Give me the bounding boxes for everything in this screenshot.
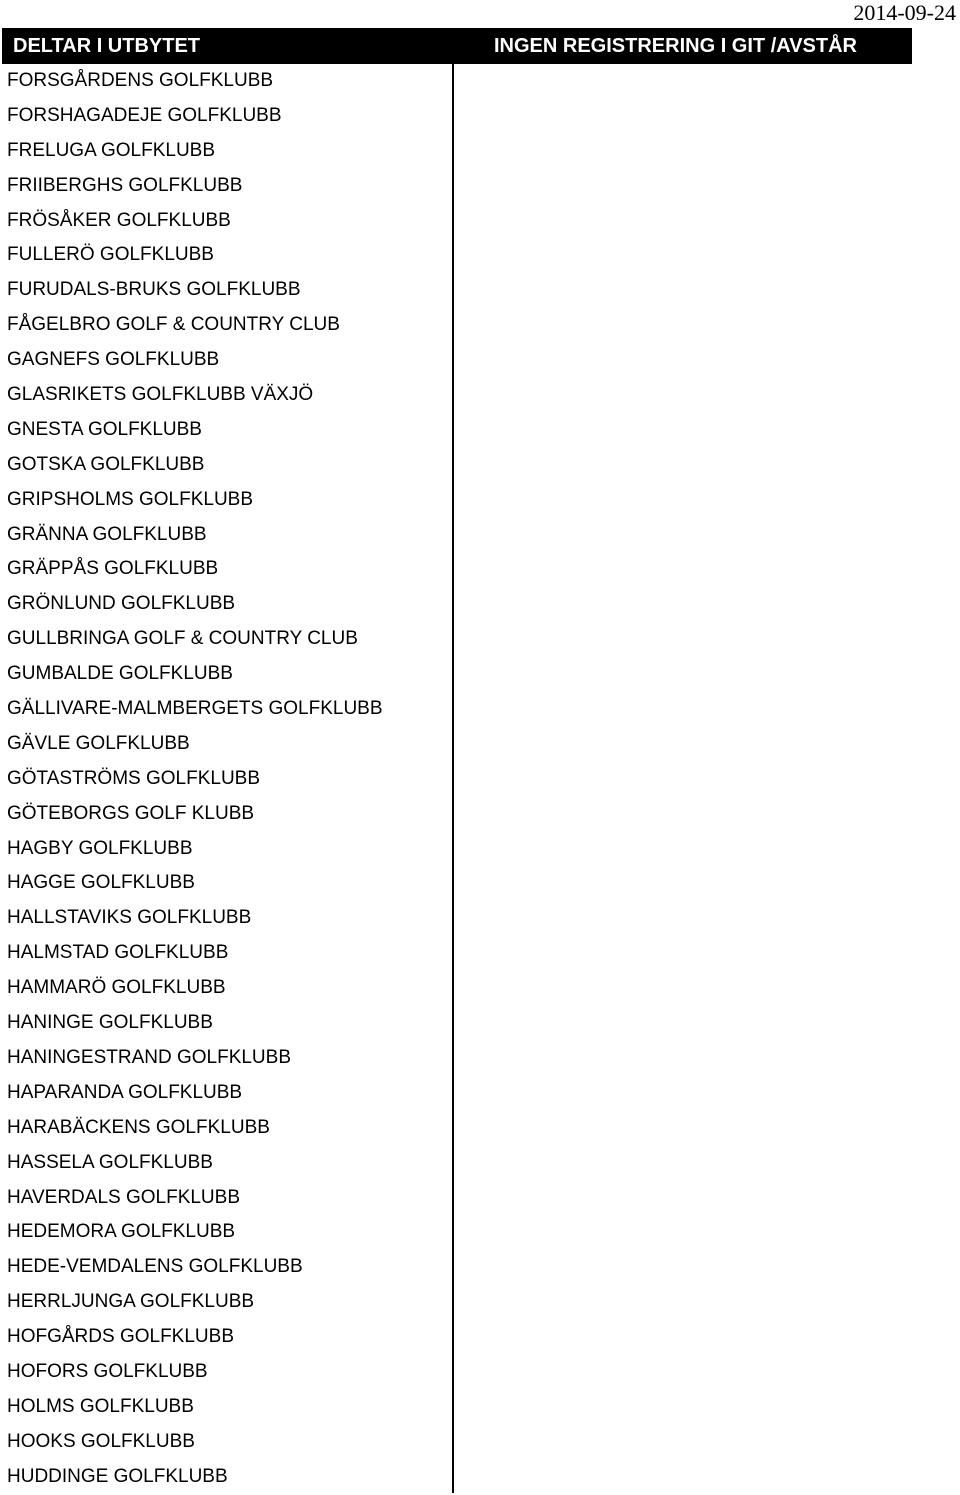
club-list-item: HANINGE GOLFKLUBB [7, 1012, 213, 1034]
club-list-item: HARABÄCKENS GOLFKLUBB [7, 1116, 270, 1138]
club-list-item: GÄLLIVARE-MALMBERGETS GOLFKLUBB [7, 698, 383, 720]
club-list-item: HALMSTAD GOLFKLUBB [7, 942, 229, 964]
club-list-item: HAGBY GOLFKLUBB [7, 837, 193, 859]
club-list-item: GOTSKA GOLFKLUBB [7, 453, 205, 475]
club-list-item: HAPARANDA GOLFKLUBB [7, 1081, 243, 1103]
club-list-item: FÅGELBRO GOLF & COUNTRY CLUB [7, 314, 340, 336]
club-list-item: GÖTEBORGS GOLF KLUBB [7, 802, 255, 824]
column-header-participating: DELTAR I UTBYTET [13, 35, 201, 57]
club-list-item: FORSGÅRDENS GOLFKLUBB [7, 70, 274, 91]
club-list-item: FRELUGA GOLFKLUBB [7, 139, 216, 161]
club-list-item: HAMMARÖ GOLFKLUBB [7, 977, 226, 999]
column-divider [452, 28, 454, 1493]
club-list-item: GAGNEFS GOLFKLUBB [7, 349, 220, 371]
club-list-item: GRÄNNA GOLFKLUBB [7, 523, 207, 545]
club-list-item: GÖTASTRÖMS GOLFKLUBB [7, 767, 261, 789]
club-list-item: GLASRIKETS GOLFKLUBB VÄXJÖ [7, 384, 314, 406]
club-list-item: GUMBALDE GOLFKLUBB [7, 663, 233, 685]
column-header-no-registration: INGEN REGISTRERING I GIT /AVSTÅR [494, 35, 857, 57]
club-list-item: GULLBRINGA GOLF & COUNTRY CLUB [7, 628, 358, 650]
club-list-item: HAVERDALS GOLFKLUBB [7, 1186, 241, 1208]
document-date: 2014-09-24 [853, 0, 956, 25]
club-list-item: FRIIBERGHS GOLFKLUBB [7, 174, 243, 196]
club-list-item: GRÄPPÅS GOLFKLUBB [7, 558, 219, 580]
club-list-item: HEDE-VEMDALENS GOLFKLUBB [7, 1256, 303, 1278]
club-list-item: HEDEMORA GOLFKLUBB [7, 1221, 236, 1243]
club-list-item: HOFORS GOLFKLUBB [7, 1360, 208, 1382]
club-list-item: GÄVLE GOLFKLUBB [7, 732, 190, 754]
club-list-item: GRIPSHOLMS GOLFKLUBB [7, 488, 254, 510]
club-list-item: FULLERÖ GOLFKLUBB [7, 244, 214, 266]
club-list-item: HOFGÅRDS GOLFKLUBB [7, 1326, 234, 1348]
table-header [2, 28, 912, 64]
club-list-item: GNESTA GOLFKLUBB [7, 418, 202, 440]
club-list-item: HOOKS GOLFKLUBB [7, 1430, 195, 1452]
club-list-item: HASSELA GOLFKLUBB [7, 1151, 213, 1173]
club-list-item: FRÖSÅKER GOLFKLUBB [7, 209, 231, 231]
club-list-item: GRÖNLUND GOLFKLUBB [7, 593, 236, 615]
club-list [7, 64, 383, 1495]
club-list-item: HUDDINGE GOLFKLUBB [7, 1465, 228, 1487]
club-list-item: FURUDALS-BRUKS GOLFKLUBB [7, 279, 301, 301]
club-list-item: HANINGESTRAND GOLFKLUBB [7, 1046, 291, 1068]
club-list-item: HOLMS GOLFKLUBB [7, 1395, 194, 1417]
club-list-item: HALLSTAVIKS GOLFKLUBB [7, 907, 252, 929]
club-list-item: HAGGE GOLFKLUBB [7, 872, 195, 894]
club-list-item: FORSHAGADEJE GOLFKLUBB [7, 104, 282, 126]
club-list-item: HERRLJUNGA GOLFKLUBB [7, 1291, 255, 1313]
